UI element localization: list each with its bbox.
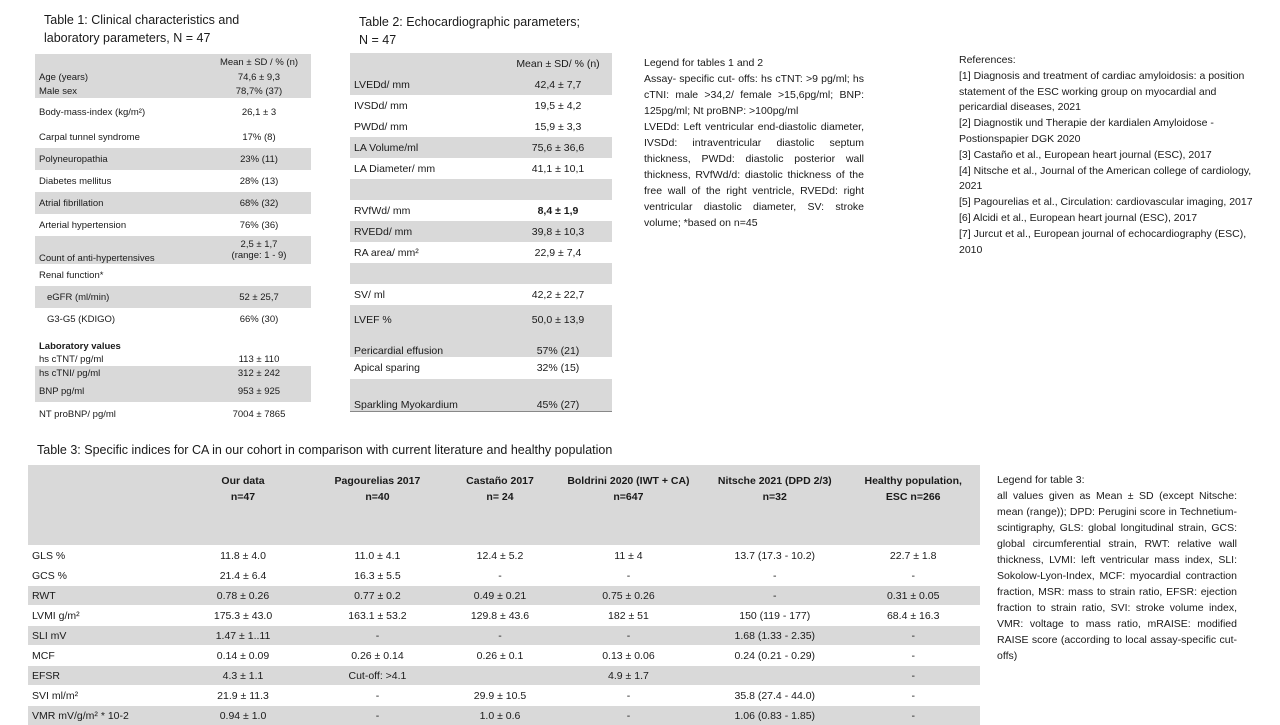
table-row: Polyneuropathia 23% (11) — [35, 148, 311, 170]
table-row: G3-G5 (KDIGO) 66% (30) — [35, 308, 311, 330]
table3-col-pagourelias: Pagourelias 2017 n=40 — [309, 465, 447, 546]
table-row: LA Diameter/ mm 41,1 ± 10,1 — [350, 158, 612, 179]
table-row: Count of anti-hypertensives 2,5 ± 1,7 (range: 1 - 9) — [35, 236, 311, 264]
table3 — [28, 464, 980, 725]
table-row: GLS % 11.8 ± 4.0 11.0 ± 4.1 12.4 ± 5.2 11 ± 4 13.7 (17.3 - 10.2) 22.7 ± 1.8 — [28, 546, 980, 566]
table-row: PWDd/ mm 15,9 ± 3,3 — [350, 116, 612, 137]
legend3-title: Legend for table 3: — [997, 472, 1237, 488]
table-row: Carpal tunnel syndrome 17% (8) — [35, 126, 311, 148]
table3-caption: Table 3: Specific indices for CA in our cohort in comparison with current literature and healthy population — [37, 441, 612, 459]
table3-col-castano: Castaño 2017 n= 24 — [446, 465, 554, 546]
legend12-abbreviations: LVEDd: Left ventricular end-diastolic diameter, IVSDd: intraventricular diastolic septum thickness, PWDd: diastolic posterior wall thickness, RVfWd/d: diastolic thickness of the free wall of the right ventricle, RVEDd: right ventricular diastolic diameter, SV: stroke volume; *based on n=45 — [644, 119, 864, 231]
table-row: eGFR (ml/min) 52 ± 25,7 — [35, 286, 311, 308]
legend-table-3 — [997, 472, 1237, 664]
table-row: RVfWd/ mm 8,4 ± 1,9 — [350, 200, 612, 221]
table-row: Apical sparing 32% (15) — [350, 357, 612, 379]
table1 — [35, 54, 311, 426]
table-row: LA Volume/ml 75,6 ± 36,6 — [350, 137, 612, 158]
references — [959, 53, 1264, 258]
table-row: SV/ ml 42,2 ± 22,7 — [350, 284, 612, 305]
table-row: SLI mV 1.47 ± 1..11 - - - 1.68 (1.33 - 2.35) - — [28, 626, 980, 646]
table-row: LVEDd/ mm 42,4 ± 7,7 — [350, 74, 612, 95]
table-row: SVI ml/m² 21.9 ± 11.3 - 29.9 ± 10.5 - 35.8 (27.4 - 44.0) - — [28, 686, 980, 706]
table-row: Atrial fibrillation 68% (32) — [35, 192, 311, 214]
table3-col-our-data: Our data n=47 — [177, 465, 308, 546]
table2-header-row — [350, 53, 612, 74]
table-row — [350, 263, 612, 284]
reference-item: [2] Diagnostik und Therapie der kardialen Amyloidose - Postionspapier DGK 2020 — [959, 116, 1264, 148]
table3-col-nitsche: Nitsche 2021 (DPD 2/3) n=32 — [703, 465, 846, 546]
table1-header: Mean ± SD / % (n) — [207, 54, 311, 70]
table-row: GCS % 21.4 ± 6.4 16.3 ± 5.5 - - - - — [28, 566, 980, 586]
reference-item: [4] Nitsche et al., Journal of the American college of cardiology, 2021 — [959, 164, 1264, 196]
table3-header-row — [28, 465, 980, 546]
table1-header-row — [35, 54, 311, 70]
table-row: LVMI g/m² 175.3 ± 43.0 163.1 ± 53.2 129.8 ± 43.6 182 ± 51 150 (119 - 177) 68.4 ± 16.3 — [28, 606, 980, 626]
table-row: MCF 0.14 ± 0.09 0.26 ± 0.14 0.26 ± 0.1 0.13 ± 0.06 0.24 (0.21 - 0.29) - — [28, 646, 980, 666]
legend12-cutoffs: Assay- specific cut- offs: hs cTNT: >9 pg/ml; hs cTNI: male >34,2/ female >15,6pg/ml; BNP: 125pg/ml; Nt proBNP: >100pg/ml — [644, 71, 864, 119]
table3-col-healthy: Healthy population, ESC n=266 — [846, 465, 980, 546]
legend12-title: Legend for tables 1 and 2 — [644, 55, 864, 71]
table2-header: Mean ± SD/ % (n) — [504, 53, 612, 74]
reference-item: [6] Alcidi et al., European heart journal (ESC), 2017 — [959, 211, 1264, 227]
reference-item: [7] Jurcut et al., European journal of echocardiography (ESC), 2010 — [959, 227, 1264, 259]
table-row: Body-mass-index (kg/m²) 26,1 ± 3 — [35, 98, 311, 126]
table3-col-boldrini: Boldrini 2020 (IWT + CA) n=647 — [554, 465, 703, 546]
table-row: hs cTNT/ pg/ml 113 ± 110 — [35, 352, 311, 366]
table-row: IVSDd/ mm 19,5 ± 4,2 — [350, 95, 612, 116]
table-row: Diabetes mellitus 28% (13) — [35, 170, 311, 192]
table-row: EFSR 4.3 ± 1.1 Cut-off: >4.1 4.9 ± 1.7 - — [28, 666, 980, 686]
table1-section-laboratory: Laboratory values — [35, 330, 311, 352]
table-row: Pericardial effusion 57% (21) — [350, 335, 612, 357]
table-row: BNP pg/ml 953 ± 925 — [35, 380, 311, 402]
table-row: hs cTNI/ pg/ml 312 ± 242 — [35, 366, 311, 380]
table-row: Sparkling Myokardium 45% (27) — [350, 379, 612, 412]
reference-item: [3] Castaño et al., European heart journal (ESC), 2017 — [959, 148, 1264, 164]
table2-caption: Table 2: Echocardiographic parameters; N = 47 — [359, 13, 599, 49]
table-row — [350, 179, 612, 200]
table-row: Renal function* — [35, 264, 311, 286]
reference-item: [1] Diagnosis and treatment of cardiac amyloidosis: a position statement of the ESC working group on myocardial and pericardial diseases, 2021 — [959, 69, 1264, 116]
table-row: Arterial hypertension 76% (36) — [35, 214, 311, 236]
table-row: Male sex 78,7% (37) — [35, 84, 311, 98]
table1-caption: Table 1: Clinical characteristics and laboratory parameters, N = 47 — [44, 11, 284, 47]
table-row: VMR mV/g/m² * 10-2 0.94 ± 1.0 - 1.0 ± 0.6 - 1.06 (0.83 - 1.85) - — [28, 706, 980, 725]
legend-tables-1-2 — [644, 55, 864, 231]
table-row: Age (years) 74,6 ± 9,3 — [35, 70, 311, 84]
table-row: RWT 0.78 ± 0.26 0.77 ± 0.2 0.49 ± 0.21 0.75 ± 0.26 - 0.31 ± 0.05 — [28, 586, 980, 606]
table-row: RA area/ mm² 22,9 ± 7,4 — [350, 242, 612, 263]
table2 — [350, 53, 612, 412]
references-title: References: — [959, 53, 1264, 69]
legend3-text: all values given as Mean ± SD (except Nitsche: mean (range)); DPD: Perugini score in Technetium-scintigraphy, GLS: global longitudinal strain, GCS: global circumferential strain, RWT: relative wall thickness, LVMI: left ventricular mass index, SLI: Sokolow-Lyon-Index, MCF: myocardial contraction fraction, MSR: mass to strain ratio, EFSR: ejection fraction to strain ratio, SVI: stroke volume index, VMR: voltage to mass ratio, mRAISE: modified RAISE score (according to local assay-specific cut-offs) — [997, 488, 1237, 664]
table-row: RVEDd/ mm 39,8 ± 10,3 — [350, 221, 612, 242]
table-row: LVEF % 50,0 ± 13,9 — [350, 305, 612, 335]
table-row: NT proBNP/ pg/ml 7004 ± 7865 — [35, 402, 311, 426]
reference-item: [5] Pagourelias et al., Circulation: cardiovascular imaging, 2017 — [959, 195, 1264, 211]
